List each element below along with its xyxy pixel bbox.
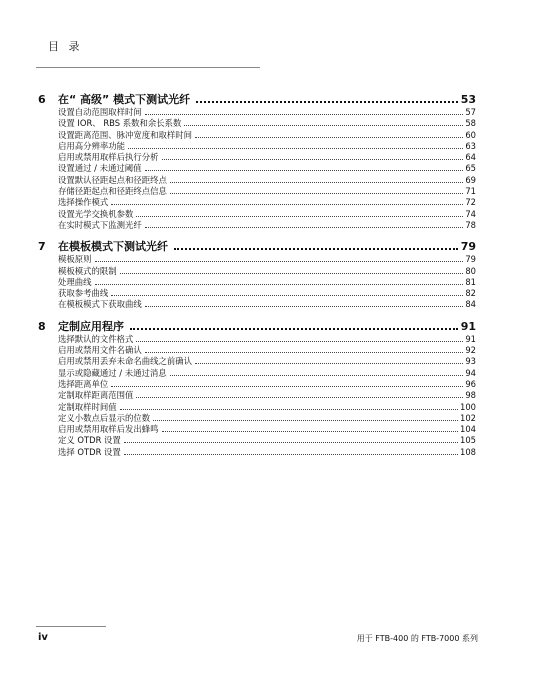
dot-leader [136, 341, 463, 342]
footer-rule [36, 626, 106, 627]
page-number: iv [38, 632, 48, 643]
dot-leader [170, 182, 463, 183]
toc-entry[interactable] [38, 413, 476, 424]
chapter-page: 53 [460, 93, 476, 106]
entry-page: 78 [465, 219, 476, 230]
product-name: 用于 FTB-400 的 FTB-7000 系列 [356, 634, 478, 643]
entry-title: 显示或隐藏通过 / 未通过消息 [58, 367, 167, 378]
dot-leader [153, 420, 458, 421]
dot-leader [145, 352, 464, 353]
chapter-number: 7 [38, 240, 46, 254]
entry-title: 设置 IOR、 RBS 系数和余长系数 [58, 118, 182, 129]
chapter-title: 定制应用程序 [58, 319, 124, 333]
dot-leader [111, 295, 463, 296]
entry-page: 108 [460, 446, 476, 457]
chapter-number: 8 [38, 319, 46, 333]
chapter-title: 在模板模式下测试光纤 [58, 240, 168, 254]
entry-title: 选择距离单位 [58, 378, 109, 389]
entry-title: 定义 OTDR 设置 [58, 435, 121, 446]
entry-page: 74 [465, 208, 476, 219]
entry-title: 启用或禁用文件名确认 [58, 345, 142, 356]
dot-leader [95, 261, 464, 262]
entry-title: 定制取样时间值 [58, 401, 117, 412]
toc-entry[interactable] [38, 254, 476, 265]
header-rule [36, 67, 260, 68]
toc-entry[interactable] [38, 209, 476, 220]
table-of-contents [38, 84, 476, 458]
entry-page: 69 [465, 174, 476, 185]
entry-title: 设置默认径距起点和径距终点 [58, 174, 167, 185]
entry-title: 启用高分辨率功能 [58, 140, 125, 151]
dot-leader [136, 397, 463, 398]
chapter-title: 在“ 高级” 模式下测试光纤 [58, 93, 191, 106]
entry-title: 设置距离范围、脉冲宽度和取样时间 [58, 129, 192, 140]
entry-title: 选择默认的文件格式 [58, 333, 134, 344]
entry-title: 获取参考曲线 [58, 288, 109, 299]
toc-entry[interactable] [38, 220, 476, 231]
entry-page: 105 [460, 435, 476, 446]
entry-page: 93 [465, 356, 476, 367]
toc-entry[interactable] [38, 197, 476, 208]
toc-entry[interactable] [38, 334, 476, 345]
dot-leader [170, 375, 464, 376]
entry-title: 设置通过 / 未通过阈值 [58, 163, 142, 174]
entry-title: 启用或禁用丢弃未命名曲线之前确认 [58, 356, 192, 367]
toc-entry[interactable] [38, 186, 476, 197]
entry-page: 65 [465, 163, 476, 174]
dot-leader [120, 273, 464, 274]
dot-leader [145, 306, 464, 307]
entry-title: 模板模式的限制 [58, 265, 117, 276]
dot-leader [162, 431, 459, 432]
entry-page: 82 [465, 288, 476, 299]
entry-page: 80 [465, 265, 476, 276]
toc-entry[interactable] [38, 141, 476, 152]
entry-title: 模板原则 [58, 254, 92, 265]
dot-leader [124, 454, 458, 455]
entry-page: 72 [465, 197, 476, 208]
dot-leader [195, 363, 463, 364]
dot-leader [95, 284, 464, 285]
entry-page: 94 [465, 367, 476, 378]
entry-title: 启用或禁用取样后执行分析 [58, 152, 159, 163]
toc-entry[interactable] [38, 277, 476, 288]
entry-title: 选择操作模式 [58, 197, 109, 208]
dot-leader [162, 159, 464, 160]
entry-page: 84 [465, 299, 476, 310]
entry-title: 选择 OTDR 设置 [58, 446, 121, 457]
entry-title: 定义小数点后显示的位数 [58, 412, 151, 423]
page-title: 目 录 [48, 40, 83, 53]
entry-title: 定制取样距离范围值 [58, 390, 134, 401]
toc-entry[interactable] [38, 118, 476, 129]
toc-entry[interactable] [38, 424, 476, 435]
entry-title: 存储径距起点和径距终点信息 [58, 186, 167, 197]
entry-page: 63 [465, 140, 476, 151]
toc-entry[interactable] [38, 266, 476, 277]
toc-entry[interactable] [38, 130, 476, 141]
toc-entry[interactable] [38, 368, 476, 379]
dot-leader [130, 328, 458, 330]
chapter-page: 79 [460, 240, 476, 254]
toc-entry[interactable] [38, 402, 476, 413]
chapter-heading[interactable] [38, 91, 476, 107]
chapter-page: 91 [460, 319, 476, 333]
toc-entry[interactable] [38, 345, 476, 356]
entry-title: 启用或禁用取样后发出蜂鸣 [58, 424, 159, 435]
dot-leader [184, 125, 463, 126]
entry-page: 92 [465, 345, 476, 356]
toc-entry[interactable] [38, 175, 476, 186]
entry-page: 102 [460, 412, 476, 423]
entry-page: 79 [465, 254, 476, 265]
toc-entry[interactable] [38, 447, 476, 458]
dot-leader [170, 193, 463, 194]
entry-title: 设置自动范围取样时间 [58, 107, 142, 117]
dot-leader [145, 227, 464, 228]
entry-page: 64 [465, 152, 476, 163]
entry-title: 处理曲线 [58, 276, 92, 287]
entry-page: 91 [465, 333, 476, 344]
toc-entry[interactable] [38, 107, 476, 118]
entry-title: 在模板模式下获取曲线 [58, 299, 142, 310]
dot-leader [196, 101, 458, 103]
entry-title: 设置光学交换机参数 [58, 208, 134, 219]
dot-leader [128, 148, 463, 149]
toc-entry[interactable] [38, 356, 476, 367]
entry-page: 104 [460, 424, 476, 435]
entry-page: 57 [465, 107, 476, 117]
dot-leader [145, 170, 464, 171]
entry-page: 96 [465, 378, 476, 389]
toc-entry[interactable] [38, 163, 476, 174]
dot-leader [111, 204, 463, 205]
toc-entry[interactable] [38, 299, 476, 310]
dot-leader [111, 386, 463, 387]
entry-title: 在实时模式下监测光纤 [58, 219, 142, 230]
chapter-number: 6 [38, 93, 46, 106]
toc-entry[interactable] [38, 379, 476, 390]
entry-page: 100 [460, 401, 476, 412]
toc-entry[interactable] [38, 390, 476, 401]
dot-leader [120, 409, 458, 410]
entry-page: 60 [465, 129, 476, 140]
dot-leader [195, 137, 463, 138]
entry-page: 58 [465, 118, 476, 129]
dot-leader [174, 248, 458, 250]
toc-entry[interactable] [38, 435, 476, 446]
dot-leader [145, 114, 464, 115]
dot-leader [124, 442, 458, 443]
chapter-heading[interactable] [38, 238, 476, 254]
entry-page: 71 [465, 186, 476, 197]
toc-entry[interactable] [38, 152, 476, 163]
toc-entry[interactable] [38, 288, 476, 299]
entry-page: 98 [465, 390, 476, 401]
chapter-heading[interactable] [38, 318, 476, 334]
dot-leader [136, 216, 463, 217]
entry-page: 81 [465, 276, 476, 287]
